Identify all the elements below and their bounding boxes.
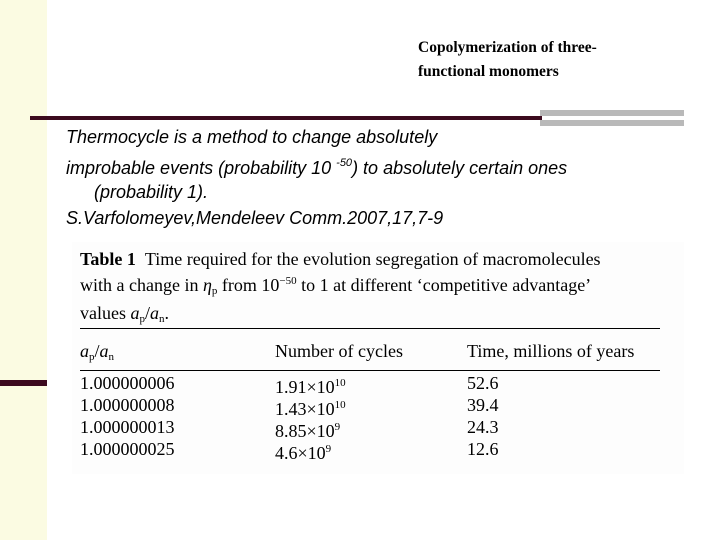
caption-text-3: values [80,303,131,323]
table-row [80,438,676,463]
body-line-1: Thermocycle is a method to change absolutely [66,127,438,147]
citation: S.Varfolomeyev,Mendeleev Comm.2007,17,7-9 [66,208,444,228]
body-line-3: (probability 1). [94,182,209,202]
title-divider-dark [30,116,542,120]
table-caption [80,248,676,330]
cell-ratio: 1.000000008 [80,395,175,415]
probability-exponent: -50 [336,157,353,169]
caption-text-2c: to 1 at different ‘competitive advantage’ [296,275,592,295]
caption-line-3 [80,302,676,330]
body-line-2-pre: improbable events (probability 10 [66,158,337,178]
cell-ratio: 1.000000006 [80,373,175,393]
caption-an: a [150,303,159,323]
cell-cycles-exponent: 10 [334,377,346,389]
eta-subscript: p [211,285,218,297]
slide-title [418,36,678,84]
caption-slash: / [144,303,150,323]
cell-time: 52.6 [467,373,499,393]
header-ratio [80,340,114,368]
table-header-rule [80,370,660,371]
caption-text-2a: with a change in [80,275,203,295]
cell-cycles-mantissa: 1.91×10 [275,377,335,397]
slide-body [66,124,706,231]
eta-symbol: η [202,275,212,295]
table-row [80,394,676,419]
cell-time: 24.3 [467,417,499,437]
header-an: a [99,341,109,361]
caption-text-2b: from 10 [217,275,280,295]
table-header-row [80,340,676,362]
left-decorative-band [0,0,47,540]
table-label: Table 1 [80,249,136,269]
caption-ap: a [130,303,140,323]
cell-cycles [275,438,331,464]
cell-cycles-mantissa: 8.85×10 [275,421,335,441]
caption-period: . [164,303,169,323]
cell-time: 12.6 [467,439,499,459]
table-image [72,242,684,474]
header-cycles: Number of cycles [275,341,403,361]
cell-ratio: 1.000000013 [80,417,175,437]
caption-text-1: Time required for the evolution segregation of macromolecules [144,249,601,269]
header-slash: / [94,341,100,361]
table-row [80,372,676,397]
cell-ratio: 1.000000025 [80,439,175,459]
header-ap-sub: p [89,351,95,363]
table-top-rule [80,328,660,329]
body-line-2-post: ) to absolutely certain ones [352,158,568,178]
body-line-2 [66,150,706,181]
caption-ap-sub: p [139,313,145,325]
slide-title-line-2: functional monomers [418,63,559,80]
left-accent-bar [0,380,47,386]
slide-title-line-1: Copolymerization of three- [418,39,597,56]
cell-cycles-exponent: 10 [334,399,346,411]
cell-time: 39.4 [467,395,499,415]
header-time: Time, millions of years [467,341,635,361]
caption-line-1 [80,248,676,270]
caption-line-2 [80,270,676,302]
caption-exponent: −50 [279,275,297,287]
cell-cycles-exponent: 9 [334,421,341,433]
left-band-edge [47,0,49,385]
cell-cycles-mantissa: 4.6×10 [275,443,326,463]
header-ap: a [80,341,89,361]
caption-an-sub: n [159,313,165,325]
cell-cycles-mantissa: 1.43×10 [275,399,335,419]
table-row [80,416,676,441]
cell-cycles-exponent: 9 [325,443,332,455]
title-divider-grey-top [540,110,684,116]
header-an-sub: n [108,351,115,363]
